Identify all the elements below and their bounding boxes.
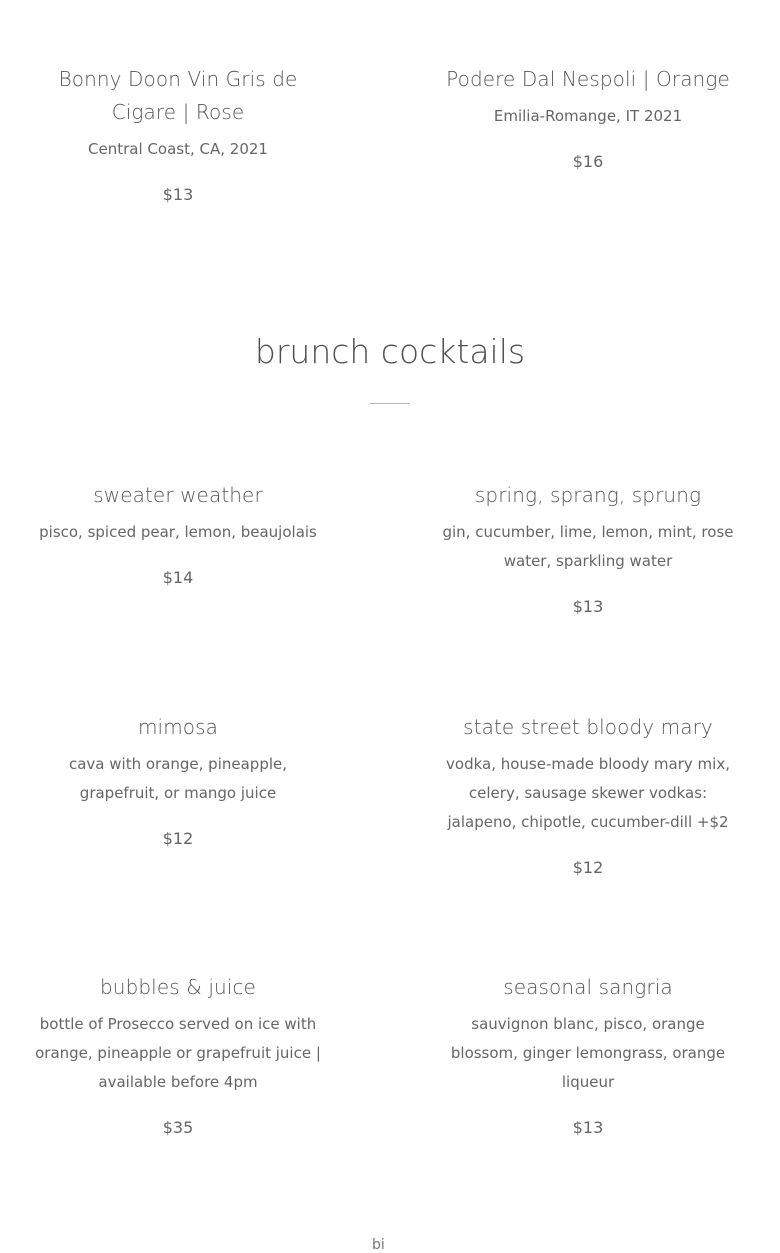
cocktail-item-bubbles-and-juice bbox=[28, 971, 328, 1139]
cocktail-name: seasonal sangria bbox=[503, 975, 673, 999]
wine-name: Bonny Doon Vin Gris de Cigare | Rose bbox=[58, 67, 298, 124]
cocktail-description: cava with orange, pineapple, grapefruit, or mango juice bbox=[68, 755, 288, 802]
cocktail-price: $35 bbox=[162, 1118, 194, 1137]
wine-item-bonny-doon bbox=[28, 63, 328, 206]
cocktail-name: state street bloody mary bbox=[463, 715, 713, 739]
cocktail-description: vodka, house-made bloody mary mix, celery, sausage skewer vodkas: jalapeno, chipotle, cucumber-dill +$2 bbox=[446, 755, 730, 831]
next-section-title-partial: bi bbox=[372, 1237, 385, 1253]
wine-name: Podere Dal Nespoli | Orange bbox=[446, 67, 730, 91]
cocktail-item-sweater-weather bbox=[28, 479, 328, 589]
cocktail-price: $13 bbox=[572, 597, 604, 616]
cocktail-item-seasonal-sangria bbox=[438, 971, 738, 1139]
cocktail-name: bubbles & juice bbox=[100, 975, 256, 999]
cocktail-item-mimosa bbox=[28, 711, 328, 850]
wine-item-podere-dal-nespoli bbox=[438, 63, 738, 173]
cocktail-price: $14 bbox=[162, 568, 194, 587]
wine-price: $16 bbox=[572, 152, 604, 171]
wine-price: $13 bbox=[162, 185, 194, 204]
cocktail-item-state-street-bloody-mary bbox=[438, 711, 738, 879]
cocktail-price: $13 bbox=[572, 1118, 604, 1137]
cocktail-price: $12 bbox=[572, 858, 604, 877]
wine-origin: Central Coast, CA, 2021 bbox=[88, 140, 268, 158]
section-divider bbox=[370, 403, 410, 404]
cocktail-description: gin, cucumber, lime, lemon, mint, rose water, sparkling water bbox=[442, 523, 734, 570]
cocktail-name: spring, sprang, sprung bbox=[474, 483, 702, 507]
cocktail-description: sauvignon blanc, pisco, orange blossom, ginger lemongrass, orange liqueur bbox=[450, 1015, 726, 1091]
cocktail-description: pisco, spiced pear, lemon, beaujolais bbox=[39, 523, 317, 541]
section-title: brunch cocktails bbox=[254, 332, 526, 371]
wine-origin: Emilia-Romange, IT 2021 bbox=[493, 107, 683, 125]
cocktail-name: mimosa bbox=[137, 715, 219, 739]
cocktail-item-spring-sprang-sprung bbox=[438, 479, 738, 618]
cocktail-price: $12 bbox=[162, 829, 194, 848]
cocktail-name: sweater weather bbox=[93, 483, 263, 507]
cocktail-description: bottle of Prosecco served on ice with orange, pineapple or grapefruit juice | available before 4pm bbox=[35, 1015, 321, 1091]
